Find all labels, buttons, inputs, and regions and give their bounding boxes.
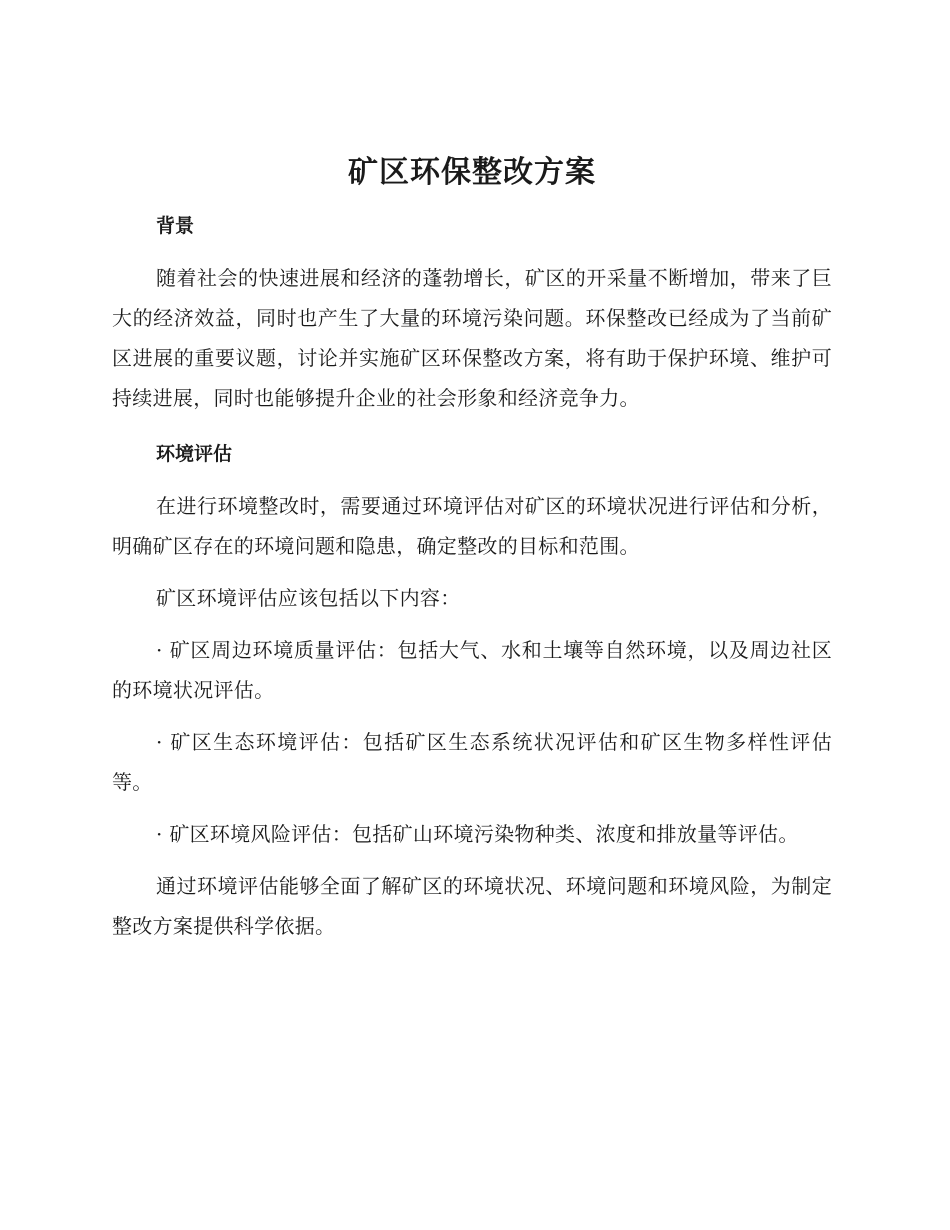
paragraph: 随着社会的快速进展和经济的蓬勃增长，矿区的开采量不断增加，带来了巨大的经济效益，同时也产生了大量的环境污染问题。环保整改已经成为了当前矿区进展的重要议题，讨论并实施矿区环保整改方案，将有助于保护环境、维护可持续进展，同时也能够提升企业的社会形象和经济竞争力。: [112, 266, 832, 410]
bullet-item: · 矿区周边环境质量评估：包括大气、水和土壤等自然环境，以及周边社区的环境状况评估。: [112, 638, 832, 702]
paragraph: 矿区环境评估应该包括以下内容：: [156, 586, 461, 610]
paragraph: 在进行环境整改时，需要通过环境评估对矿区的环境状况进行评估和分析，明确矿区存在的环境问题和隐患，确定整改的目标和范围。: [112, 494, 832, 558]
paragraph: 通过环境评估能够全面了解矿区的环境状况、环境问题和环境风险，为制定整改方案提供科学依据。: [112, 874, 832, 938]
bullet-item: · 矿区生态环境评估：包括矿区生态系统状况评估和矿区生物多样性评估等。: [112, 730, 832, 794]
section-heading-environment-assessment: 环境评估: [156, 443, 233, 465]
section-heading-background: 背景: [156, 215, 195, 237]
bullet-item: · 矿区环境风险评估：包括矿山环境污染物种类、浓度和排放量等评估。: [156, 822, 799, 846]
document-page: [112, 150, 832, 958]
document-title: 矿区环保整改方案: [348, 155, 596, 190]
